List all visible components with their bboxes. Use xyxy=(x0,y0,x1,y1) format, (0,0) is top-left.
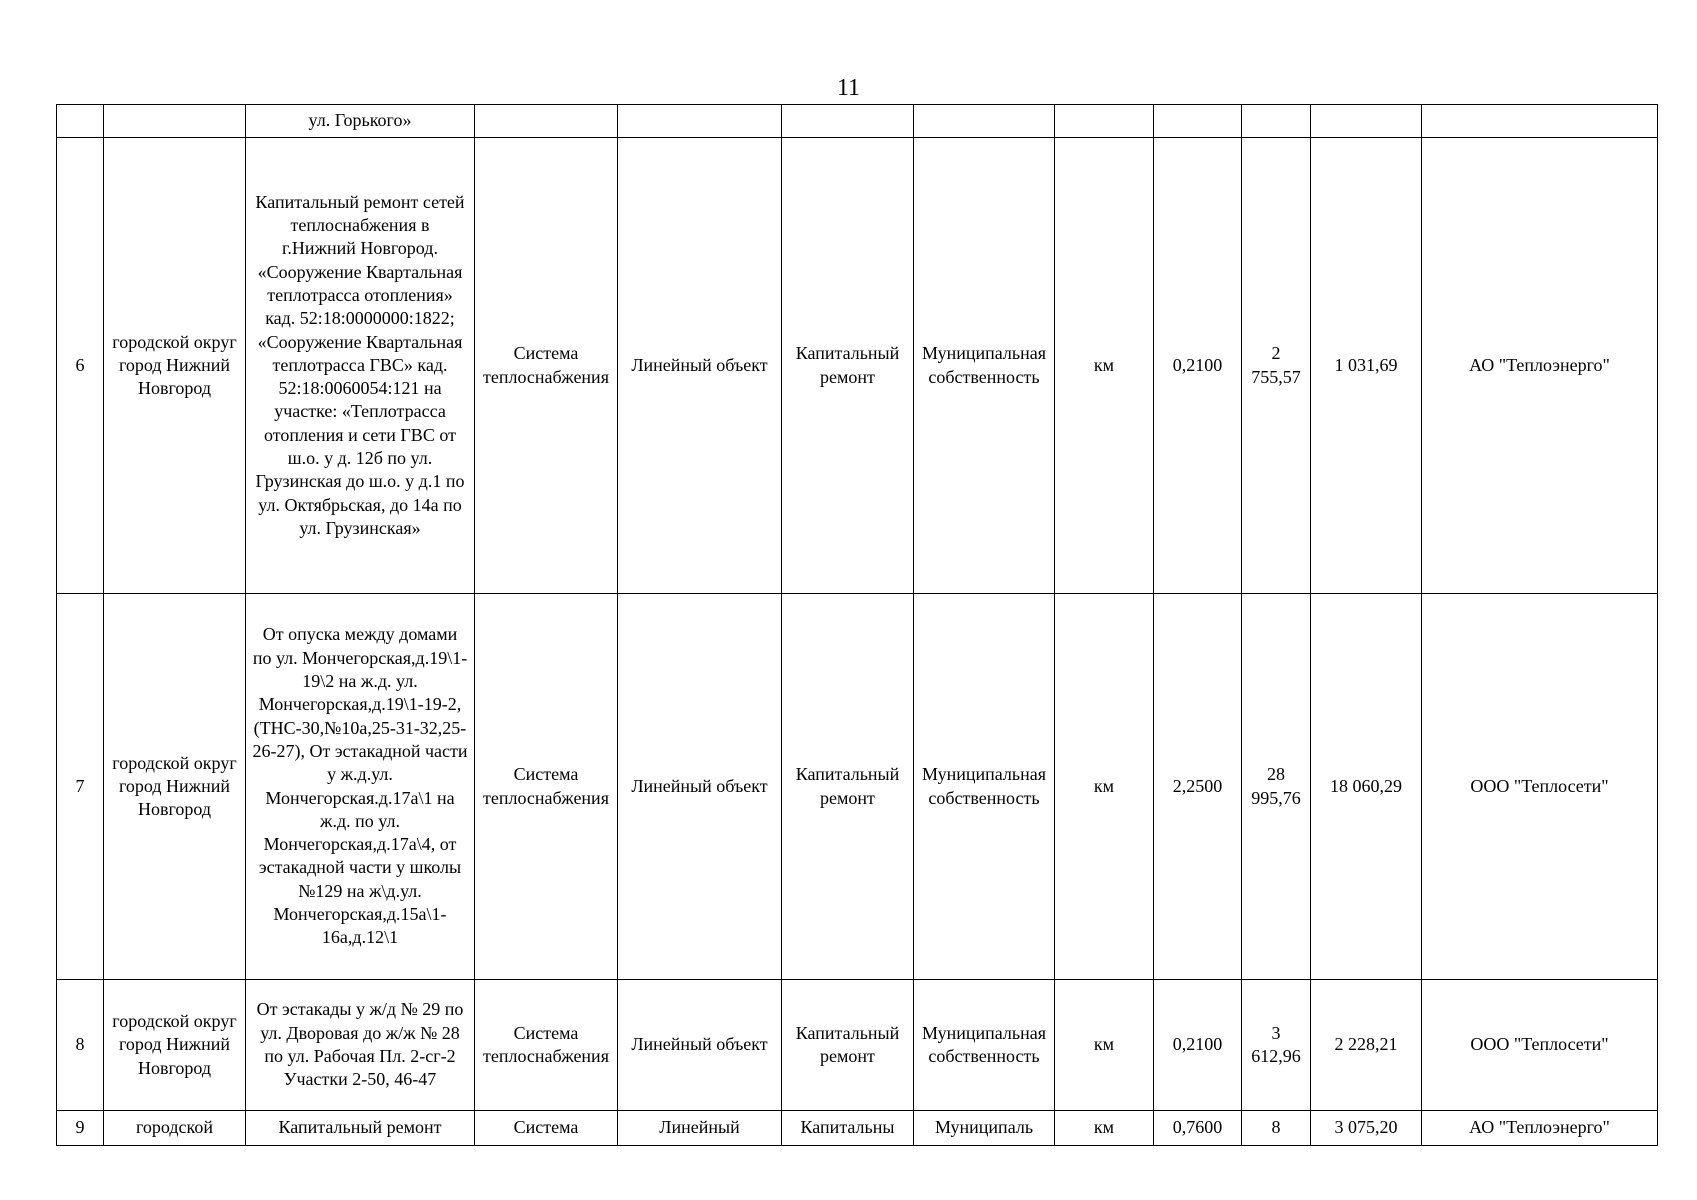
table-row-continuation xyxy=(57,105,1658,138)
cell-work-type: Капитальный ремонт xyxy=(782,138,914,594)
cell-organization: АО "Теплоэнерго" xyxy=(1422,138,1658,594)
cell-work-type: Капитальный ремонт xyxy=(782,980,914,1111)
cell-description: Капитальный ремонт xyxy=(246,1111,475,1146)
cell-description: ул. Горького» xyxy=(246,105,475,138)
cell-object-type: Линейный объект xyxy=(618,980,782,1111)
cell-description: Капитальный ремонт сетей теплоснабжения в г.Нижний Новгород. «Сооружение Квартальная теплотрасса отопления» кад. 52:18:0000000:1822; «Сооружение Квартальная теплотрасса ГВС» кад. 52:18:0060054:121 на участке: «Теплотрасса отопления и сети ГВС от ш.о. у д. 12б по ул. Грузинская до ш.о. у д.1 по ул. Октябрьская, до 14а по ул. Грузинская» xyxy=(246,138,475,594)
cell-territory: городской округ город Нижний Новгород xyxy=(104,594,246,980)
works-table xyxy=(56,104,1658,1146)
cell-object-type: Линейный объект xyxy=(618,138,782,594)
cell-cost: 3 612,96 xyxy=(1242,980,1311,1111)
cell-organization: ООО "Теплосети" xyxy=(1422,980,1658,1111)
cell-quantity: 0,7600 xyxy=(1154,1111,1242,1146)
cell-cost-total: 2 228,21 xyxy=(1311,980,1422,1111)
cell-ownership: Муниципальная собственность xyxy=(914,594,1055,980)
cell-quantity xyxy=(1154,105,1242,138)
cell-cost-total: 3 075,20 xyxy=(1311,1111,1422,1146)
cell-num: 8 xyxy=(57,980,104,1111)
cell-cost-total: 1 031,69 xyxy=(1311,138,1422,594)
cell-num: 7 xyxy=(57,594,104,980)
cell-ownership: Муниципальная собственность xyxy=(914,980,1055,1111)
page-number: 11 xyxy=(836,75,861,101)
cell-unit: км xyxy=(1055,980,1154,1111)
cell-system: Система xyxy=(475,1111,618,1146)
cell-cost-total: 18 060,29 xyxy=(1311,594,1422,980)
cell-unit xyxy=(1055,105,1154,138)
cell-ownership: Муниципаль xyxy=(914,1111,1055,1146)
cell-ownership xyxy=(914,105,1055,138)
cell-territory: городской округ город Нижний Новгород xyxy=(104,138,246,594)
cell-description: От эстакады у ж/д № 29 по ул. Дворовая до ж/ж № 28 по ул. Рабочая Пл. 2-сг-2 Участки 2-50, 46-47 xyxy=(246,980,475,1111)
cell-unit: км xyxy=(1055,594,1154,980)
cell-quantity: 0,2100 xyxy=(1154,138,1242,594)
cell-cost: 28 995,76 xyxy=(1242,594,1311,980)
cell-cost: 2 755,57 xyxy=(1242,138,1311,594)
cell-territory xyxy=(104,105,246,138)
cell-system xyxy=(475,105,618,138)
cell-cost xyxy=(1242,105,1311,138)
cell-ownership: Муниципальная собственность xyxy=(914,138,1055,594)
cell-system: Система теплоснабжения xyxy=(475,138,618,594)
cell-num: 6 xyxy=(57,138,104,594)
cell-organization: ООО "Теплосети" xyxy=(1422,594,1658,980)
table-row xyxy=(57,138,1658,594)
cell-object-type: Линейный объект xyxy=(618,594,782,980)
cell-quantity: 2,2500 xyxy=(1154,594,1242,980)
cell-object-type xyxy=(618,105,782,138)
cell-system: Система теплоснабжения xyxy=(475,594,618,980)
cell-unit: км xyxy=(1055,138,1154,594)
cell-unit: км xyxy=(1055,1111,1154,1146)
cell-description: От опуска между домами по ул. Мончегорская,д.19\1-19\2 на ж.д. ул. Мончегорская,д.19\1-19-2, (ТНС-30,№10а,25-31-32,25-26-27), От эстакадной части у ж.д.ул. Мончегорская.д.17а\1 на ж.д. по ул. Мончегорская,д.17а\4, от эстакадной части у школы №129 на ж\д.ул. Мончегорская,д.15а\1-16а,д.12\1 xyxy=(246,594,475,980)
cell-organization xyxy=(1422,105,1658,138)
table-row xyxy=(57,980,1658,1111)
cell-territory: городской xyxy=(104,1111,246,1146)
cell-cost: 8 xyxy=(1242,1111,1311,1146)
cell-organization: АО "Теплоэнерго" xyxy=(1422,1111,1658,1146)
cell-work-type xyxy=(782,105,914,138)
cell-system: Система теплоснабжения xyxy=(475,980,618,1111)
table-row xyxy=(57,1111,1658,1146)
cell-work-type: Капитальны xyxy=(782,1111,914,1146)
cell-num: 9 xyxy=(57,1111,104,1146)
cell-cost-total xyxy=(1311,105,1422,138)
cell-work-type: Капитальный ремонт xyxy=(782,594,914,980)
cell-quantity: 0,2100 xyxy=(1154,980,1242,1111)
cell-num xyxy=(57,105,104,138)
cell-territory: городской округ город Нижний Новгород xyxy=(104,980,246,1111)
cell-object-type: Линейный xyxy=(618,1111,782,1146)
table-row xyxy=(57,594,1658,980)
